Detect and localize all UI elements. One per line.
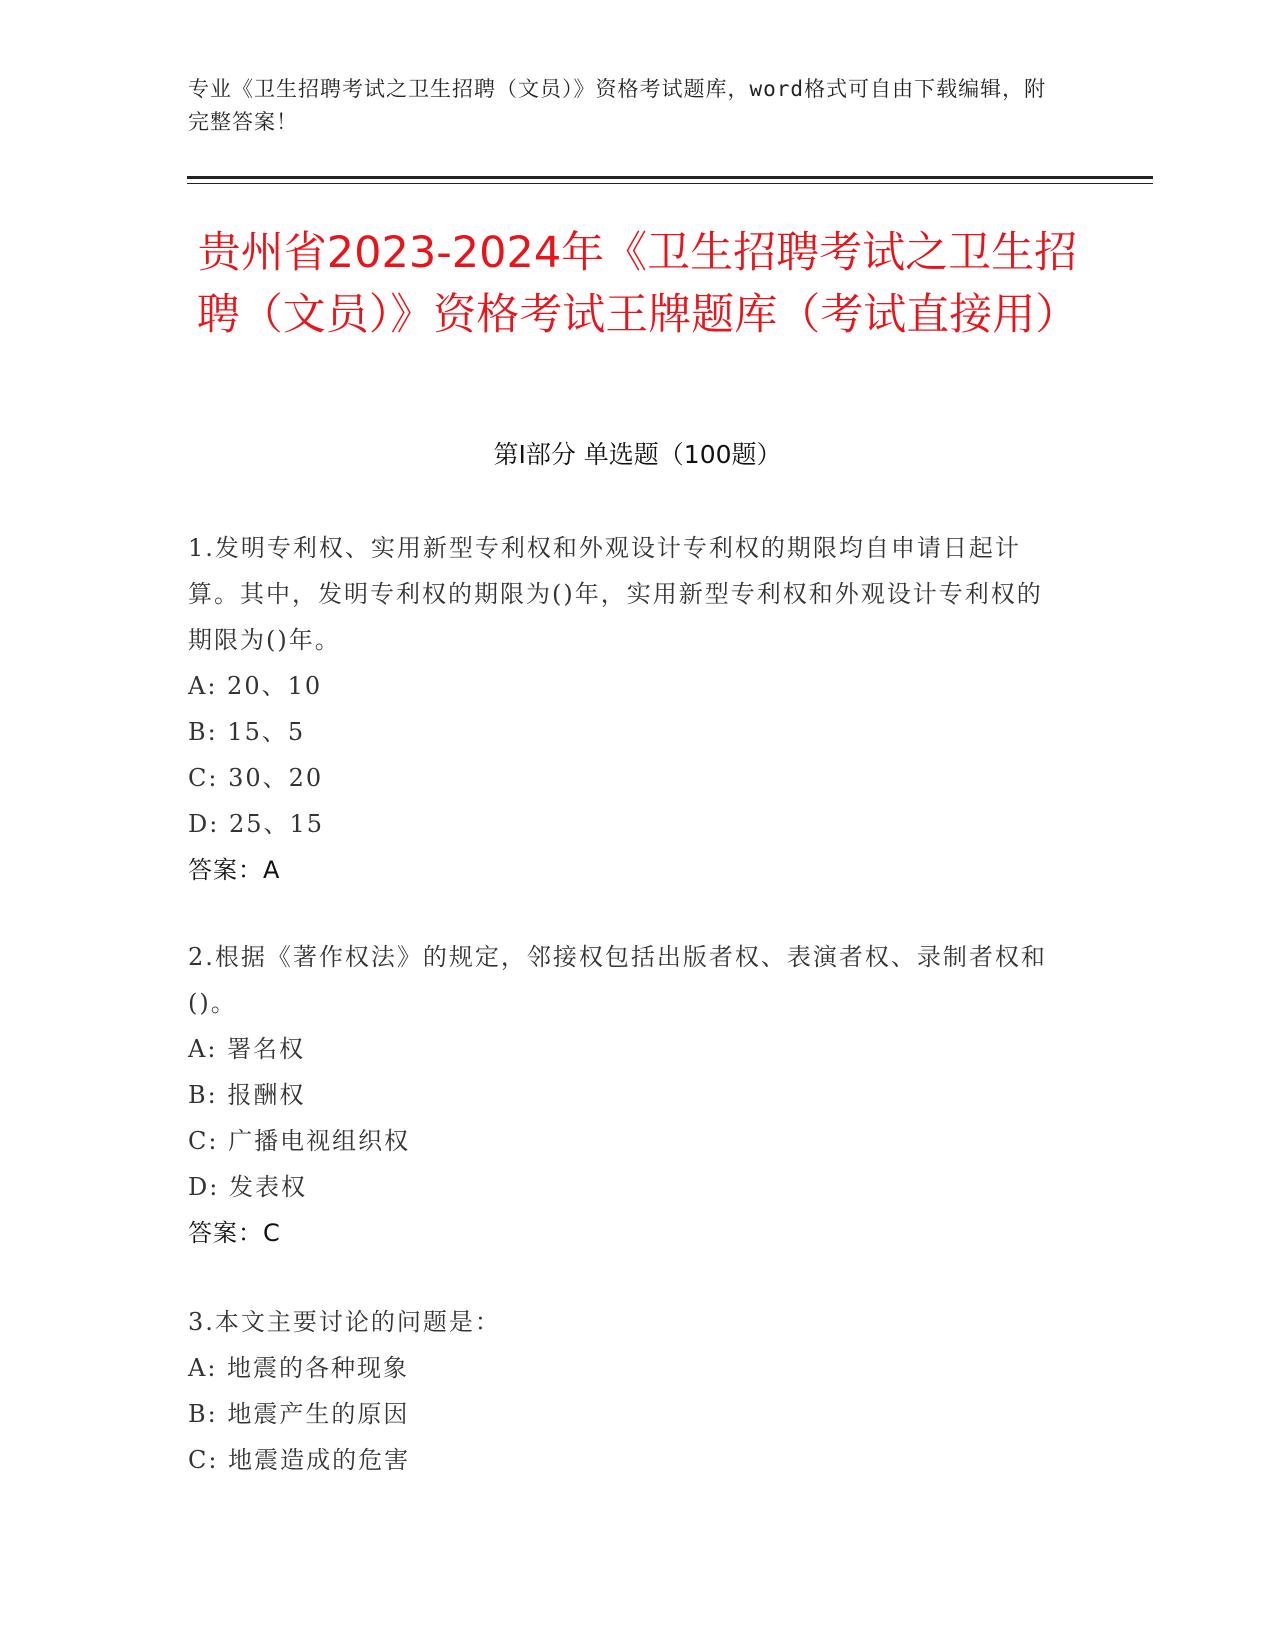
question-stem: 1.发明专利权、实用新型专利权和外观设计专利权的期限均自申请日起计算。其中，发明专利权的期限为()年，实用新型专利权和外观设计专利权的期限为()年。 xyxy=(188,534,1043,654)
option-a: A: 20、10 xyxy=(188,672,323,700)
option-b: B: 报酬权 xyxy=(188,1081,306,1109)
document-title: 贵州省2023-2024年《卫生招聘考试之卫生招聘（文员）》资格考试王牌题库（考试直接用） xyxy=(196,228,1079,340)
section-heading: 第I部分 单选题（100题） xyxy=(493,440,782,469)
question-2 xyxy=(188,934,1068,1256)
option-a: A: 地震的各种现象 xyxy=(188,1354,410,1382)
answer: 答案：A xyxy=(188,856,281,884)
option-d: D: 发表权 xyxy=(188,1173,307,1201)
option-a: A: 署名权 xyxy=(188,1035,306,1063)
header-divider-thin xyxy=(187,183,1153,184)
option-c: C: 广播电视组织权 xyxy=(188,1127,411,1155)
header-note: 专业《卫生招聘考试之卫生招聘（文员）》资格考试题库，word格式可自由下载编辑，附完整答案！ xyxy=(188,77,1047,134)
answer: 答案：C xyxy=(188,1219,281,1247)
question-3 xyxy=(188,1299,1068,1483)
option-d: D: 25、15 xyxy=(188,810,325,838)
header-divider-thick xyxy=(187,176,1153,179)
option-c: C: 地震造成的危害 xyxy=(188,1446,411,1474)
option-b: B: 15、5 xyxy=(188,718,306,746)
question-stem: 3.本文主要讨论的问题是： xyxy=(188,1308,501,1336)
question-1 xyxy=(188,525,1068,893)
option-c: C: 30、20 xyxy=(188,764,324,792)
question-stem: 2.根据《著作权法》的规定，邻接权包括出版者权、表演者权、录制者权和()。 xyxy=(188,943,1047,1017)
option-b: B: 地震产生的原因 xyxy=(188,1400,410,1428)
